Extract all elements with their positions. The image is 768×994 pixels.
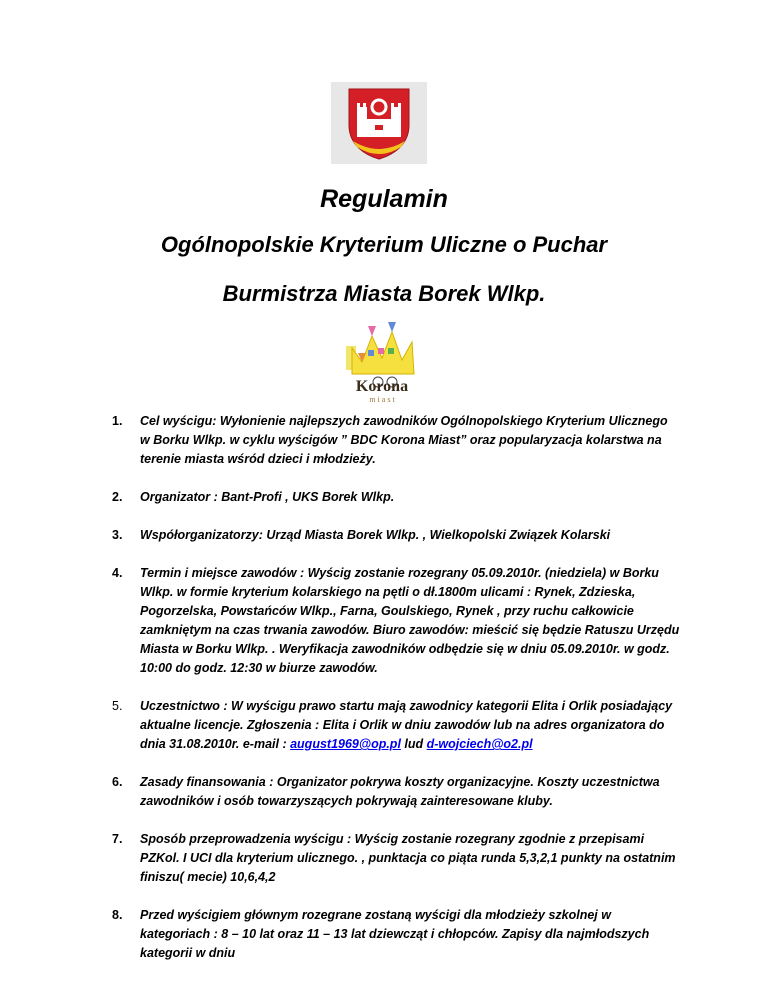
item-number: 8. xyxy=(112,908,123,922)
item-number: 6. xyxy=(112,775,123,789)
item-number: 3. xyxy=(112,528,123,542)
item-number: 5. xyxy=(112,699,123,713)
item-text: Uczestnictwo : W wyścigu prawo startu mają zawodnicy kategorii Elita i Orlik posiadający aktualne licencje. Zgłoszenia : Elita i Orlik w dniu zawodów lub na adres organizatora do dnia 31.08.2010r. e-mail : xyxy=(140,699,673,751)
logo-subtext: m i a s t xyxy=(369,395,395,404)
item-number: 2. xyxy=(112,490,123,504)
korona-miast-logo xyxy=(336,318,428,406)
list-item xyxy=(112,830,680,887)
rules-list xyxy=(112,412,680,982)
item-text: Przed wyścigiem głównym rozegrane zostaną wyścigi dla młodzieży szkolnej w kategoriach : 8 – 10 lat oraz 11 – 13 lat dziewcząt i chłopców. Zapisy dla najmłodszych kategorii w dniu xyxy=(140,908,650,960)
city-crest xyxy=(331,82,427,164)
subtitle-line-1: Ogólnopolskie Kryterium Uliczne o Puchar xyxy=(160,232,608,257)
item-number: 7. xyxy=(112,832,123,846)
item-number: 1. xyxy=(112,414,123,428)
list-item xyxy=(112,412,680,469)
item-text: Termin i miejsce zawodów : Wyścig zostanie rozegrany 05.09.2010r. (niedziela) w Borku Wlkp. w formie kryterium kolarskiego na pętli o dł.1800m ulicami : Rynek, Zdzieska, Pogorzelska, Powstańców Wlkp., Farna, Goulskiego, Rynek , przy ruchu całkowicie zamkniętym na czas trwania zawodów. Biuro zawodów: mieścić się będzie Ratuszu Urzędu Miasta w Borku Wlkp. . Weryfikacja zawodników odbędzie się w dniu 05.09.2010r. w godz. 10:00 do godz. 12:30 w biurze zawodów. xyxy=(140,566,680,675)
list-item xyxy=(112,488,680,507)
item-text: Cel wyścigu: Wyłonienie najlepszych zawodników Ogólnopolskiego Kryterium Ulicznego w Borku Wlkp. w cyklu wyścigów ” BDC Korona Miast” oraz popularyzacja kolarstwa na terenie miasta wśród dzieci i młodzieży. xyxy=(140,414,668,466)
item-text: Organizator : Bant-Profi , UKS Borek Wlkp. xyxy=(140,490,395,504)
item-text: Współorganizatorzy: Urząd Miasta Borek Wlkp. , Wielkopolski Związek Kolarski xyxy=(140,528,611,542)
list-item xyxy=(112,564,680,678)
list-item xyxy=(112,697,680,754)
subtitle-line-2: Burmistrza Miasta Borek Wlkp. xyxy=(222,281,546,306)
email-link-2[interactable]: d-wojciech@o2.pl xyxy=(426,737,533,751)
item-text-between: lud xyxy=(400,737,427,751)
item-number: 4. xyxy=(112,566,123,580)
list-item xyxy=(112,906,680,963)
email-link-1[interactable]: august1969@op.pl xyxy=(290,737,401,751)
item-text: Zasady finansowania : Organizator pokrywa koszty organizacyjne. Koszty uczestnictwa zawodników i osób towarzyszących pokrywają zainteresowane kluby. xyxy=(140,775,660,808)
list-item xyxy=(112,526,680,545)
page-title: Regulamin xyxy=(320,185,448,213)
logo-text: Korona xyxy=(355,378,409,395)
list-item xyxy=(112,773,680,811)
item-text: Sposób przeprowadzenia wyścigu : Wyścig zostanie rozegrany zgodnie z przepisami PZKol. I UCI dla kryterium ulicznego. , punktacja co piąta runda 5,3,2,1 punkty na ostatnim finiszu( mecie) 10,6,4,2 xyxy=(140,832,676,884)
city-crest-icon xyxy=(343,85,415,161)
